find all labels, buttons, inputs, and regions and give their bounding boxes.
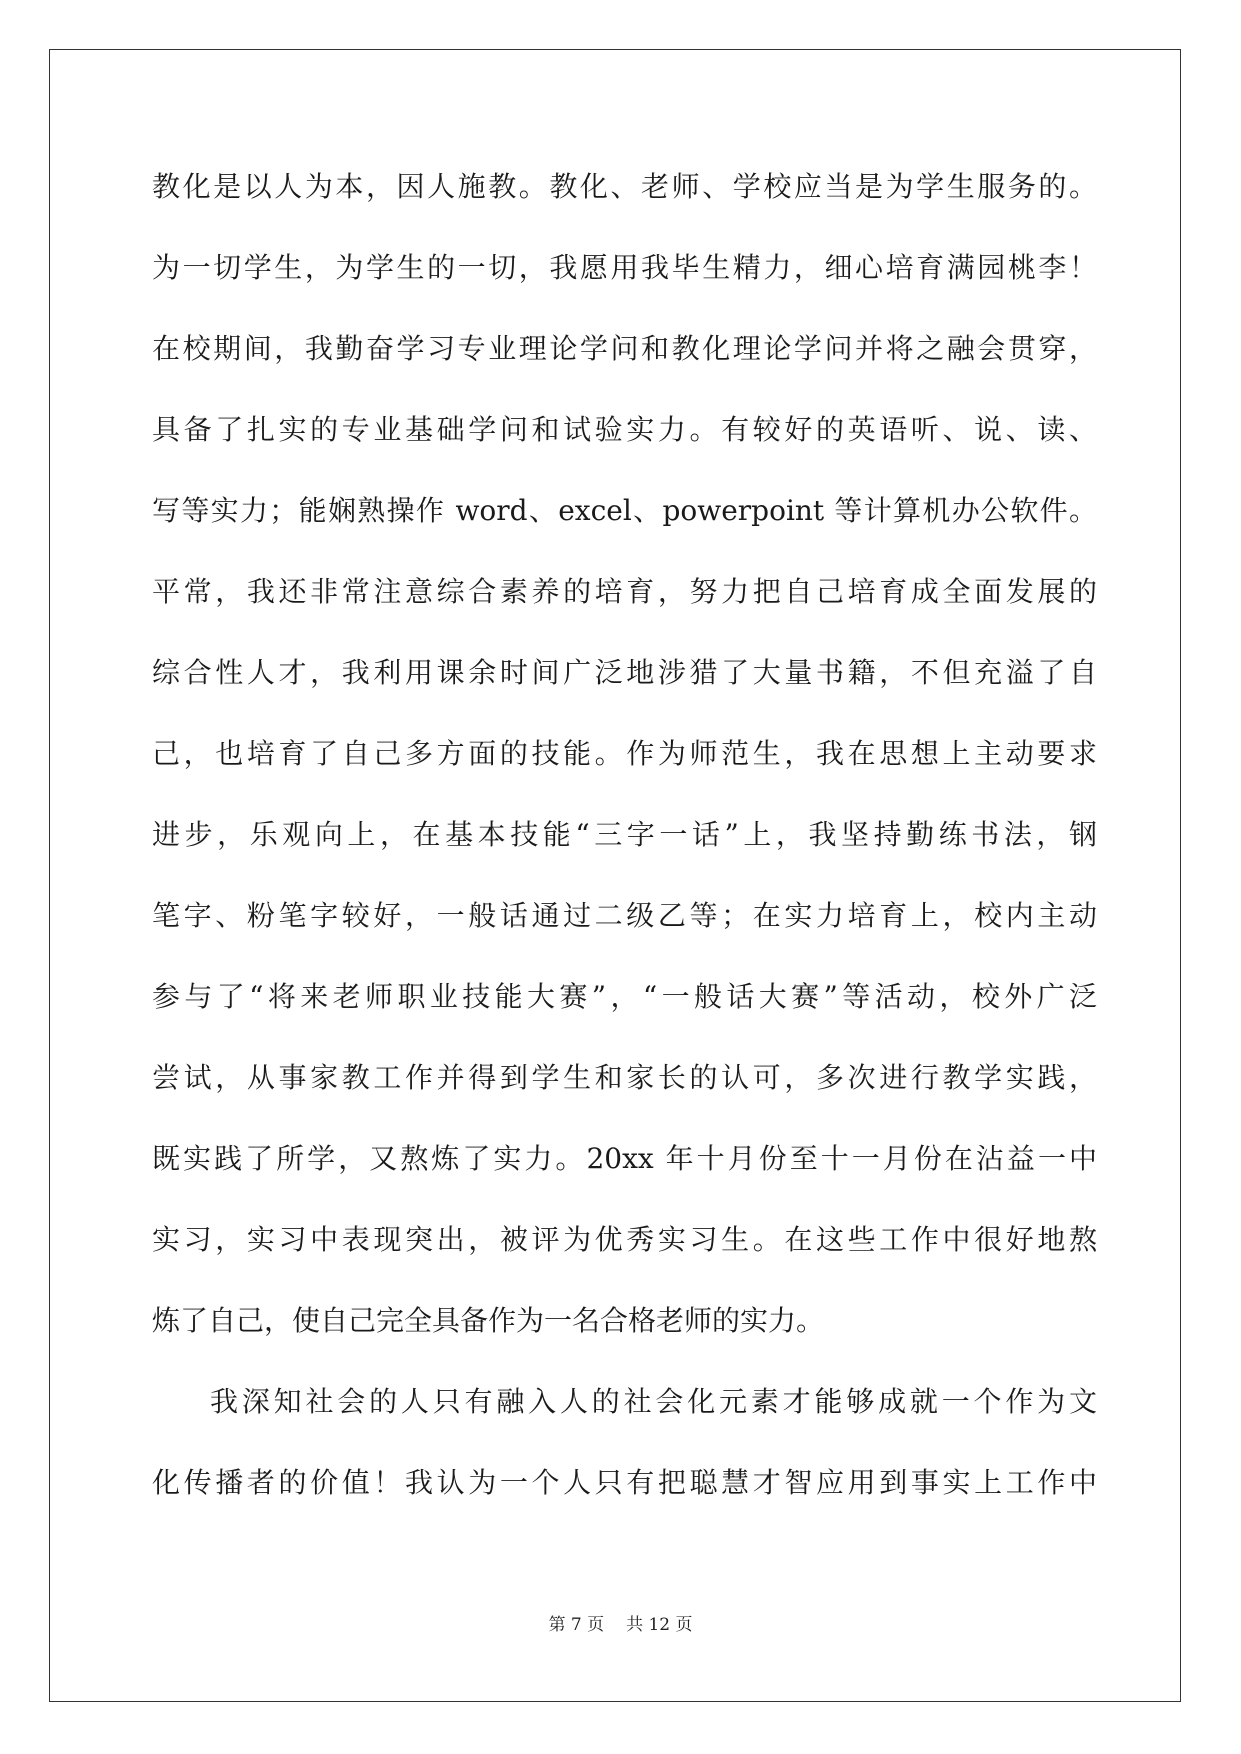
document-body <box>152 160 1097 1537</box>
text-line: 炼了自己，使自己完全具备作为一名合格老师的实力。 <box>152 1304 825 1337</box>
page-number: 第 7 页 <box>548 1615 605 1635</box>
text-line: 教化是以人为本，因人施教。教化、老师、学校应当是为学生服务的。 <box>152 170 1097 203</box>
text-line: 实习，实习中表现突出，被评为优秀实习生。在这些工作中很好地熬 <box>152 1223 1097 1256</box>
text-line: 笔字、粉笔字较好，一般话通过二级乙等；在实力培育上，校内主动 <box>152 899 1097 932</box>
text-line: 在校期间，我勤奋学习专业理论学问和教化理论学问并将之融会贯穿， <box>152 332 1097 365</box>
text-line: 化传播者的价值！我认为一个人只有把聪慧才智应用到事实上工作中 <box>152 1466 1097 1499</box>
text-line: 综合性人才，我利用课余时间广泛地涉猎了大量书籍，不但充溢了自 <box>152 656 1097 689</box>
text-line: 为一切学生，为学生的一切，我愿用我毕生精力，细心培育满园桃李！ <box>152 251 1097 284</box>
paragraph-first-line: 我深知社会的人只有融入人的社会化元素才能够成就一个作为文 <box>210 1385 1097 1418</box>
text-line: 己，也培育了自己多方面的技能。作为师范生，我在思想上主动要求 <box>152 737 1097 770</box>
page-footer <box>0 1610 1241 1635</box>
text-line: 参与了“将来老师职业技能大赛”，“一般话大赛”等活动，校外广泛 <box>152 980 1097 1013</box>
page-total: 共 12 页 <box>626 1615 693 1635</box>
text-line: 尝试，从事家教工作并得到学生和家长的认可，多次进行教学实践， <box>152 1061 1097 1094</box>
text-line: 进步，乐观向上，在基本技能“三字一话”上，我坚持勤练书法，钢 <box>152 818 1097 851</box>
text-line: 具备了扎实的专业基础学问和试验实力。有较好的英语听、说、读、 <box>152 413 1097 446</box>
text-line: 平常，我还非常注意综合素养的培育，努力把自己培育成全面发展的 <box>152 575 1097 608</box>
text-line: 写等实力；能娴熟操作 word、excel、powerpoint 等计算机办公软件。 <box>152 494 1097 527</box>
text-line: 既实践了所学，又熬炼了实力。20xx 年十月份至十一月份在沾益一中 <box>152 1142 1097 1175</box>
